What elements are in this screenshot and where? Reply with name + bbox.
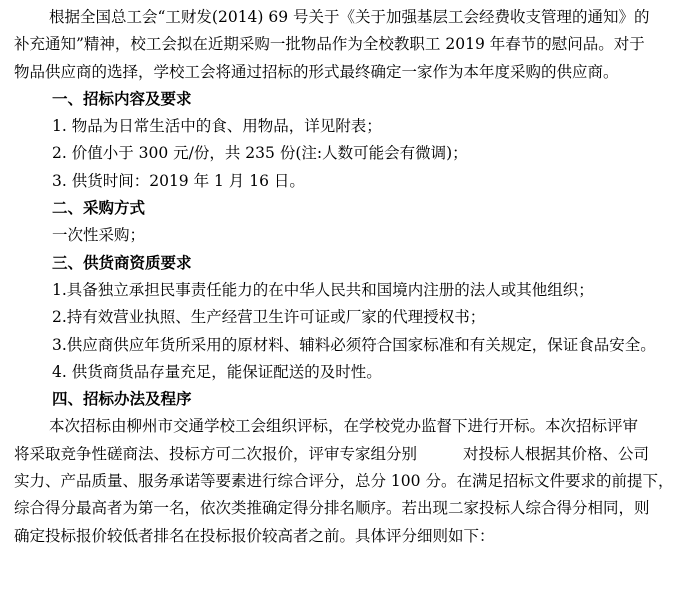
- intro-line-2: 补充通知”精神，校工会拟在近期采购一批物品作为全校教职工 2019 年春节的慰问品。对于: [14, 35, 645, 54]
- section-2-heading: 二、采购方式: [52, 199, 146, 218]
- section-3-item-3: 3.供应商供应年货所采用的原材料、辅料必须符合国家标准和有关规定，保证食品安全。: [52, 335, 656, 354]
- section-1-heading: 一、招标内容及要求: [52, 89, 192, 108]
- section-4-line-5: 确定投标报价较低者排名在投标报价较高者之前。具体评分细则如下：: [14, 526, 495, 545]
- section-1-item-1: 1. 物品为日常生活中的食、用物品，详见附表；: [52, 117, 382, 136]
- section-4-line-2: [14, 441, 674, 468]
- section-3-heading: 三、供货商资质要求: [52, 253, 192, 272]
- document-body: [14, 4, 674, 550]
- intro-line-3: 物品供应商的选择，学校工会将通过招标的形式最终确定一家作为本年度采购的供应商。: [14, 62, 619, 81]
- section-2-text: 一次性采购；: [52, 226, 146, 245]
- section-4-line-2-part-b: 对投标人根据其价格、公司: [463, 444, 650, 463]
- section-4-line-3: 实力、产品质量、服务承诺等要素进行综合评分，总分 100 分。在满足招标文件要求的前提下，: [14, 472, 674, 491]
- section-1-item-3: 3. 供货时间：2019 年 1 月 16 日。: [52, 171, 305, 190]
- section-1-item-2: 2. 价值小于 300 元/份，共 235 份(注:人数可能会有微调)；: [52, 144, 468, 163]
- section-4-heading: 四、招标办法及程序: [52, 390, 192, 409]
- section-4-line-4: 综合得分最高者为第一名，依次类推确定得分排名顺序。若出现二家投标人综合得分相同，则: [14, 499, 650, 518]
- section-4-line-1: 本次招标由柳州市交通学校工会组织评标，在学校党办监督下进行开标。本次招标评审: [49, 417, 639, 436]
- intro-line-1: 根据全国总工会“工财发(2014) 69 号关于《关于加强基层工会经费收支管理的通知》的: [49, 8, 650, 26]
- section-3-item-4: 4. 供货商货品存量充足，能保证配送的及时性。: [52, 362, 382, 381]
- section-3-item-2: 2.持有效营业执照、生产经营卫生许可证或厂家的代理授权书；: [52, 308, 486, 327]
- section-3-item-1: 1.具备独立承担民事责任能力的在中华人民共和国境内注册的法人或其他组织；: [52, 280, 594, 299]
- section-4-line-2-part-a: 将采取竞争性磋商法、投标方可二次报价，评审专家组分别: [14, 444, 418, 463]
